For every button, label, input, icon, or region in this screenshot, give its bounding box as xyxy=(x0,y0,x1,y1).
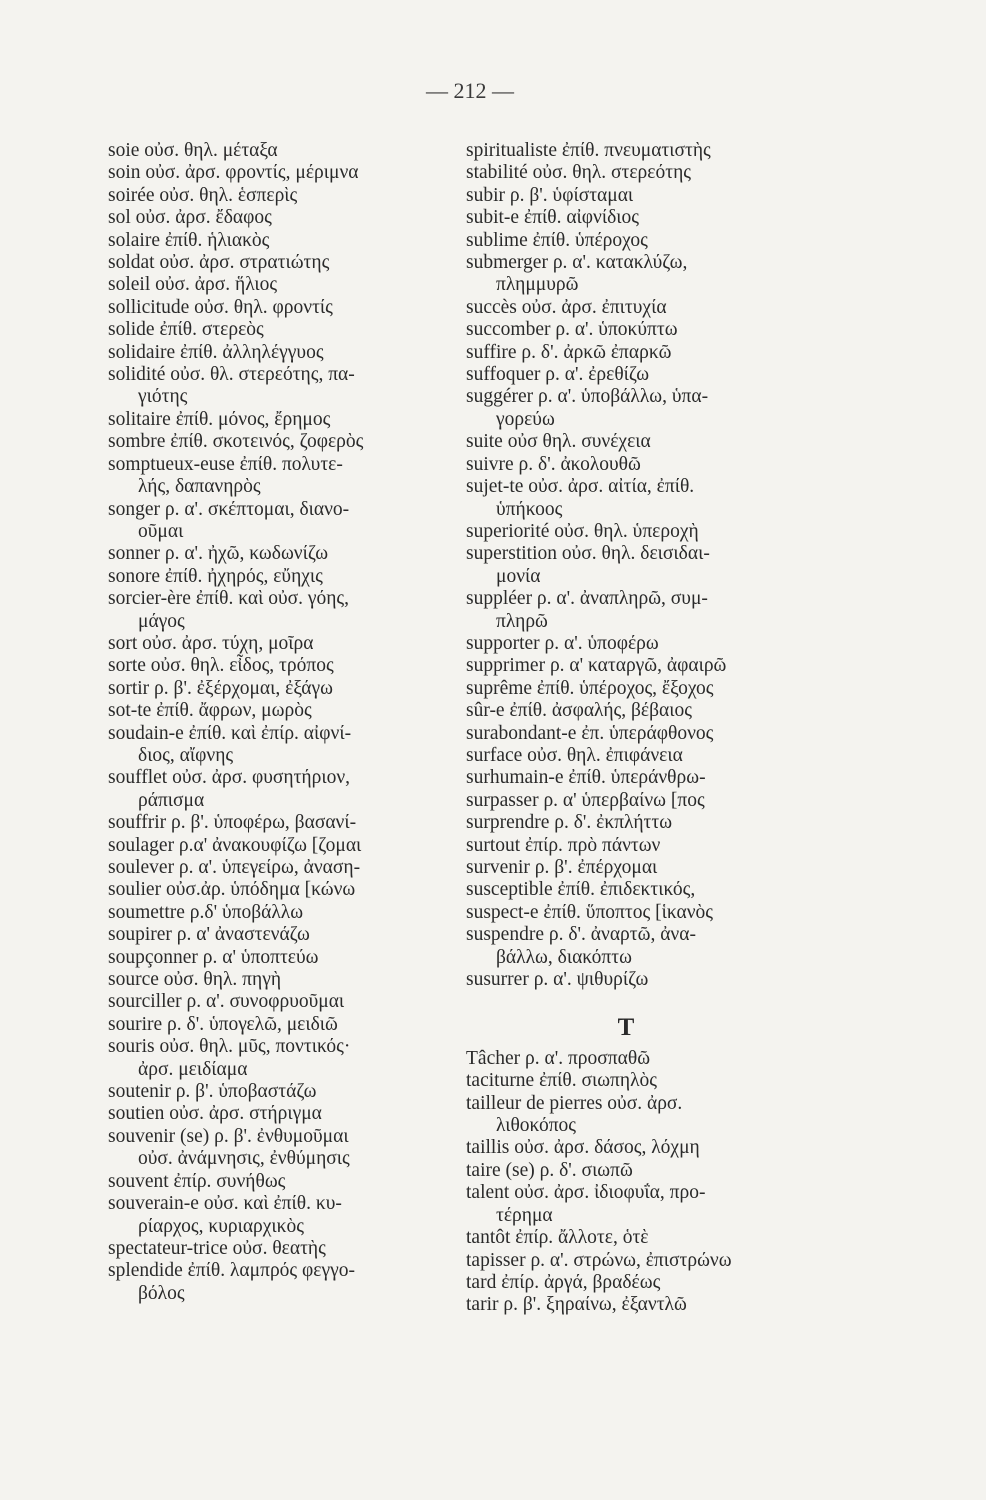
dictionary-entry: soin οὐσ. ἀρσ. φροντίς, μέριμνα xyxy=(108,162,359,184)
dictionary-entry: superiorité οὐσ. θηλ. ὑπεροχὴ xyxy=(466,520,699,542)
dictionary-entry: surpasser ρ. α' ὑπερβαίνω [πος xyxy=(466,789,705,811)
dictionary-entry: soirée οὐσ. θηλ. ἑσπερὶς xyxy=(108,184,298,206)
dictionary-entry: surtout ἐπίρ. πρὸ πάντων xyxy=(466,834,661,856)
dictionary-entry: sombre ἐπίθ. σκοτεινός, ζοφερὸς xyxy=(108,431,364,453)
dictionary-entry: souverain-e οὐσ. καὶ ἐπίθ. κυ- xyxy=(108,1193,342,1215)
dictionary-entry: tantôt ἐπίρ. ἄλλοτε, ὁτὲ xyxy=(466,1227,649,1249)
dictionary-entry: Tâcher ρ. α'. προσπαθῶ xyxy=(466,1047,651,1069)
dictionary-entry-continuation: μονία xyxy=(496,565,541,587)
dictionary-entry: suivre ρ. δ'. ἀκολουθῶ xyxy=(466,453,641,475)
dictionary-entry: subit-e ἐπίθ. αἰφνίδιος xyxy=(466,207,640,229)
dictionary-entry: sortir ρ. β'. ἐξέρχομαι, ἐξάγω xyxy=(108,677,333,699)
dictionary-entry: suggérer ρ. α'. ὑποβάλλω, ὑπα- xyxy=(466,386,709,408)
dictionary-entry: supprimer ρ. α' καταργῶ, ἀφαιρῶ xyxy=(466,655,727,677)
dictionary-entry: susceptible ἐπίθ. ἐπιδεκτικός, xyxy=(466,879,696,901)
dictionary-entry: sonner ρ. α'. ἠχῶ, κωδωνίζω xyxy=(108,543,329,565)
dictionary-entry: sot-te ἐπίθ. ἄφρων, μωρὸς xyxy=(108,700,312,722)
dictionary-entry-continuation: λιθοκόπος xyxy=(496,1115,577,1137)
dictionary-entry: sublime ἐπίθ. ὑπέροχος xyxy=(466,229,648,251)
dictionary-entry: succomber ρ. α'. ὑποκύπτω xyxy=(466,319,678,341)
dictionary-entry: solaire ἐπίθ. ἡλιακὸς xyxy=(108,229,270,251)
dictionary-entry: surhumain-e ἐπίθ. ὑπεράνθρω- xyxy=(466,767,706,789)
dictionary-entry: sorcier-ère ἐπίθ. καὶ οὐσ. γόης, xyxy=(108,588,350,610)
dictionary-entry: spiritualiste ἐπίθ. πνευματιστὴς xyxy=(466,140,711,161)
dictionary-entry: soudain-e ἐπίθ. καὶ ἐπίρ. αἰφνί- xyxy=(108,722,352,744)
dictionary-entry: tarir ρ. β'. ξηραίνω, ἐξαντλῶ xyxy=(466,1294,687,1316)
dictionary-entry: soulever ρ. α'. ὑπεγείρω, ἀναση- xyxy=(108,857,361,878)
dictionary-entry: souvenir (se) ρ. β'. ἐνθυμοῦμαι xyxy=(108,1125,349,1147)
dictionary-entry: somptueux-euse ἐπίθ. πολυτε- xyxy=(108,453,343,475)
dictionary-entry: superstition οὐσ. θηλ. δεισιδαι- xyxy=(466,543,710,565)
dictionary-entry: survenir ρ. β'. ἐπέρχομαι xyxy=(466,857,658,878)
dictionary-entry-continuation: ὑπήκοος xyxy=(496,498,563,520)
dictionary-entry: surprendre ρ. δ'. ἐκπλήττω xyxy=(466,812,673,834)
dictionary-entry: souffrir ρ. β'. ὑποφέρω, βασανί- xyxy=(108,812,357,834)
dictionary-entry: tard ἐπίρ. ἀργά, βραδέως xyxy=(466,1271,661,1293)
dictionary-entry: stabilité οὐσ. θηλ. στερεότης xyxy=(466,162,691,184)
dictionary-entry: sort οὐσ. ἀρσ. τύχη, μοῖρα xyxy=(108,632,314,654)
dictionary-entry: surface οὐσ. θηλ. ἐπιφάνεια xyxy=(466,744,683,766)
dictionary-entry: soie οὐσ. θηλ. μέταξα xyxy=(108,140,278,161)
dictionary-entry: spectateur-trice οὐσ. θεατὴς xyxy=(108,1237,326,1259)
dictionary-entry-continuation: οὐσ. ἀνάμνησις, ἐνθύμησις xyxy=(138,1148,350,1170)
dictionary-entry: souris οὐσ. θηλ. μῦς, ποντικός· xyxy=(108,1036,351,1058)
dictionary-entry: suppléer ρ. α'. ἀναπληρῶ, συμ- xyxy=(466,588,708,610)
dictionary-entry: taillis οὐσ. ἀρσ. δάσος, λόχμη xyxy=(466,1137,700,1159)
dictionary-entry: soufflet οὐσ. ἀρσ. φυσητήριον, xyxy=(108,767,351,789)
dictionary-entry: subir ρ. β'. ὑφίσταμαι xyxy=(466,184,634,206)
dictionary-entry: talent οὐσ. ἀρσ. ἰδιοφυΐα, προ- xyxy=(466,1182,706,1204)
dictionary-entry: sol οὐσ. ἀρσ. ἔδαφος xyxy=(108,207,272,229)
dictionary-entry-continuation: πληρῶ xyxy=(496,610,548,632)
dictionary-entry: tailleur de pierres οὐσ. ἀρσ. xyxy=(466,1092,683,1114)
dictionary-entry: source οὐσ. θηλ. πηγὴ xyxy=(108,969,282,991)
dictionary-entry: supporter ρ. α'. ὑποφέρω xyxy=(466,632,659,654)
dictionary-entry: suite οὐσ θηλ. συνέχεια xyxy=(466,431,651,453)
dictionary-entry-continuation: διος, αἴφνης xyxy=(138,744,234,766)
dictionary-entry: susurrer ρ. α'. ψιθυρίζω xyxy=(466,969,649,991)
dictionary-entry: surabondant-e ἐπ. ὑπεράφθονος xyxy=(466,722,714,744)
dictionary-entry: solitaire ἐπίθ. μόνος, ἔρημος xyxy=(108,408,331,430)
dictionary-entry-continuation: ράπισμα xyxy=(138,789,205,811)
dictionary-entry: soupçonner ρ. α' ὑποπτεύω xyxy=(108,946,319,968)
dictionary-entry: suffire ρ. δ'. ἀρκῶ ἐπαρκῶ xyxy=(466,341,672,363)
dictionary-entry: songer ρ. α'. σκέπτομαι, διανο- xyxy=(108,498,350,520)
section-letter: T xyxy=(617,1014,635,1042)
dictionary-entry-continuation: γορεύω xyxy=(496,408,555,430)
dictionary-entry: sûr-e ἐπίθ. ἀσφαλής, βέβαιος xyxy=(466,700,692,722)
dictionary-entry: succès οὐσ. ἀρσ. ἐπιτυχία xyxy=(466,296,667,318)
dictionary-entry: suprême ἐπίθ. ὑπέροχος, ἔξοχος xyxy=(466,677,714,699)
dictionary-entry: soupirer ρ. α' ἀναστενάζω xyxy=(108,924,310,946)
dictionary-entry: tapisser ρ. α'. στρώνω, ἐπιστρώνω xyxy=(466,1249,732,1271)
dictionary-entry: sonore ἐπίθ. ἠχηρός, εὔηχις xyxy=(108,565,323,587)
dictionary-entry: sujet-te οὐσ. ἀρσ. αἰτία, ἐπίθ. xyxy=(466,476,695,498)
dictionary-entry: solidaire ἐπίθ. ἀλληλέγγυος xyxy=(108,341,324,363)
dictionary-entry-continuation: οῦμαι xyxy=(138,520,184,542)
dictionary-entry-continuation: γιότης xyxy=(138,386,188,408)
dictionary-entry-continuation: βάλλω, διακόπτω xyxy=(496,946,632,968)
dictionary-entry: soulier οὐσ.ἀρ. ὑπόδημα [κώνω xyxy=(108,879,356,901)
dictionary-entry: soutien οὐσ. ἀρσ. στήριγμα xyxy=(108,1103,322,1125)
dictionary-entry-continuation: ἀρσ. μειδίαμα xyxy=(138,1058,248,1080)
dictionary-entry-continuation: βόλος xyxy=(138,1282,185,1304)
dictionary-entry: submerger ρ. α'. κατακλύζω, xyxy=(466,252,688,274)
dictionary-entry: suspect-e ἐπίθ. ὕποπτος [ἱκανὸς xyxy=(466,901,713,923)
dictionary-entry: sourire ρ. δ'. ὑπογελῶ, μειδιῶ xyxy=(108,1013,338,1035)
dictionary-entry: sorte οὐσ. θηλ. εἶδος, τρόπος xyxy=(108,655,334,677)
page-number: — 212 — xyxy=(426,78,514,103)
dictionary-entry: splendide ἐπίθ. λαμπρός φεγγο- xyxy=(108,1260,355,1282)
dictionary-entry: soulager ρ.α' ἀνακουφίζω [ζομαι xyxy=(108,834,362,856)
dictionary-entry-continuation: τέρημα xyxy=(496,1204,553,1226)
dictionary-entry: soldat οὐσ. ἀρσ. στρατιώτης xyxy=(108,252,330,274)
dictionary-entry: solide ἐπίθ. στερεὸς xyxy=(108,319,264,341)
dictionary-entry: suffoquer ρ. α'. ἐρεθίζω xyxy=(466,364,650,386)
dictionary-entry-continuation: μάγος xyxy=(138,610,185,632)
left-column xyxy=(108,140,468,1305)
right-column xyxy=(466,140,826,1317)
dictionary-entry: taire (se) ρ. δ'. σιωπῶ xyxy=(466,1159,633,1181)
dictionary-entry: soumettre ρ.δ' ὑποβάλλω xyxy=(108,901,304,923)
dictionary-entry: sollicitude οὐσ. θηλ. φροντίς xyxy=(108,296,333,318)
dictionary-entry: taciturne ἐπίθ. σιωπηλὸς xyxy=(466,1070,658,1092)
dictionary-entry-continuation: πλημμυρῶ xyxy=(496,274,579,296)
dictionary-entry-continuation: λής, δαπανηρὸς xyxy=(138,476,261,498)
dictionary-entry: solidité οὐσ. θλ. στερεότης, πα- xyxy=(108,364,355,386)
dictionary-entry: souvent ἐπίρ. συνήθως xyxy=(108,1170,286,1192)
dictionary-entry: sourciller ρ. α'. συνοφρυοῦμαι xyxy=(108,991,345,1013)
dictionary-entry: soutenir ρ. β'. ὑποβαστάζω xyxy=(108,1081,317,1103)
dictionary-entry-continuation: ρίαρχος, κυριαρχικὸς xyxy=(138,1215,304,1237)
dictionary-entry: suspendre ρ. δ'. ἀναρτῶ, ἀνα- xyxy=(466,924,696,946)
dictionary-entry: soleil οὐσ. ἀρσ. ἥλιος xyxy=(108,274,278,296)
